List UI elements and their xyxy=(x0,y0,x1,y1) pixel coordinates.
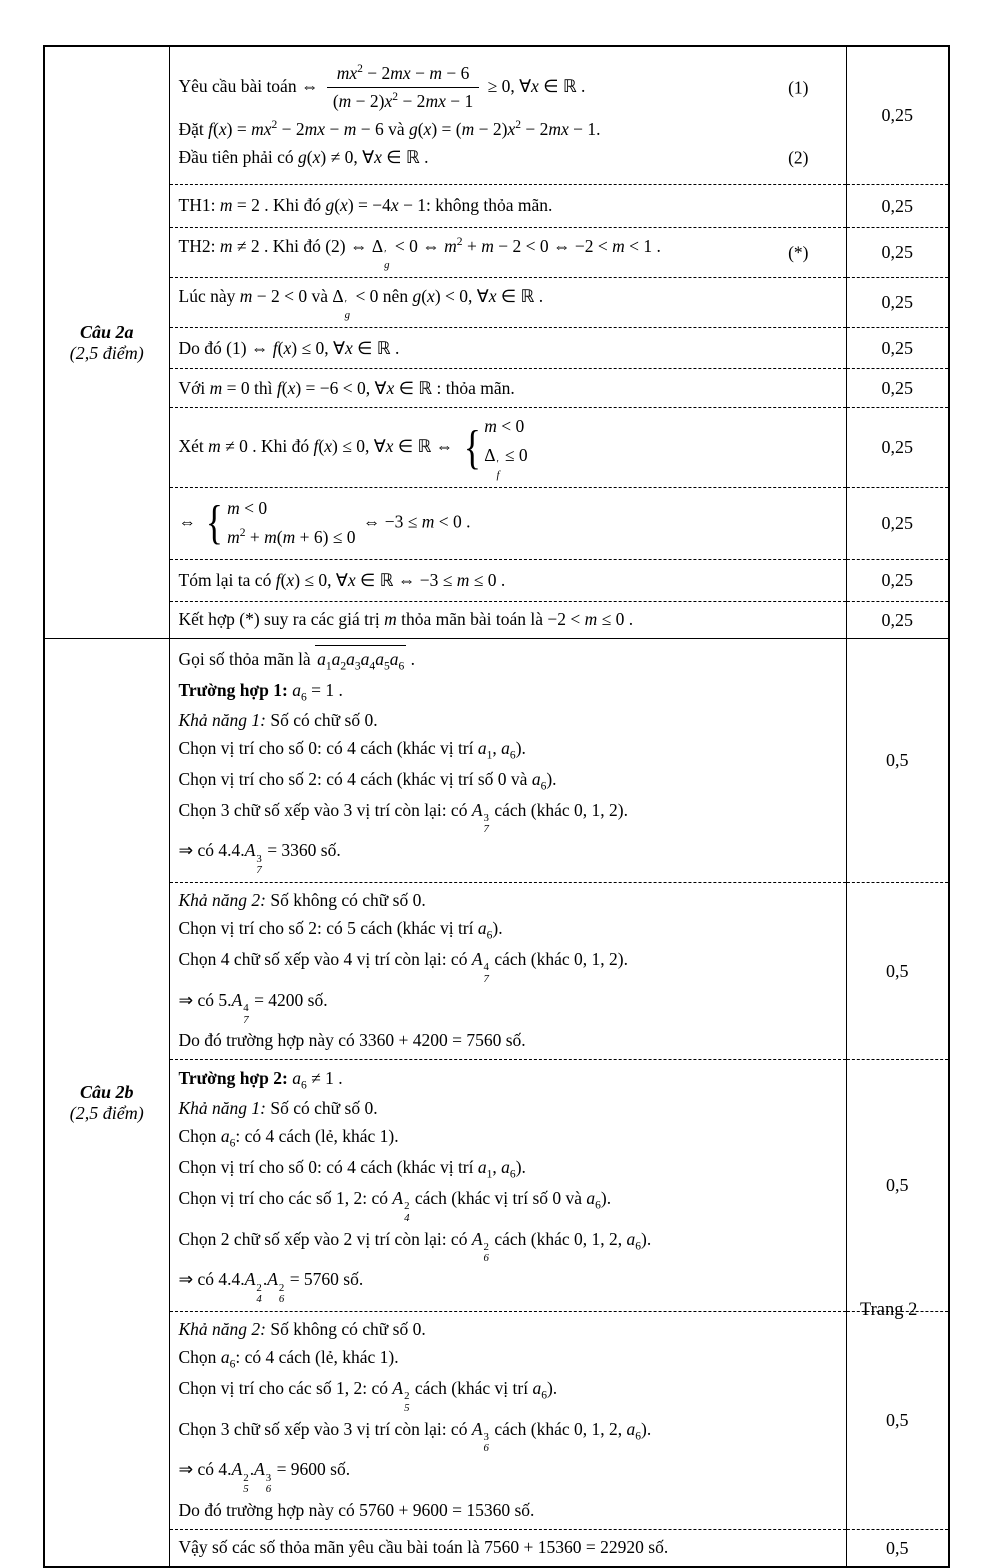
math-variable: mx xyxy=(251,119,272,139)
superscript: 2 xyxy=(456,235,463,248)
math-variable: m xyxy=(429,62,442,83)
math-variable: m xyxy=(227,498,240,519)
table-row xyxy=(44,1060,949,1312)
points-cell: 0,25 xyxy=(846,185,949,228)
math-variable: m xyxy=(282,527,296,548)
math-variable: a xyxy=(346,648,355,669)
math-variable: x xyxy=(312,146,321,167)
math-variable: g xyxy=(325,195,335,216)
math-variable: a xyxy=(292,679,301,700)
math-variable: x xyxy=(287,377,296,398)
text-line: Yêu cầu bài toán ⇔ $\frac{mx^2 - 2mx - m - 6}{(m - 2)x^2 - 2mx - 1}$ ≥ 0, ∀x ∈ ℝ . (1) xyxy=(179,61,837,115)
text-line: Chọn vị trí cho các số 1, 2: có A 2 4 cách (khác vị trí số 0 và $a_6$). xyxy=(178,1187,612,1224)
text-line: Chọn 3 chữ số xếp vào 3 vị trí còn lại: có A 3 6 cách (khác 0, 1, 2, $a_6$). xyxy=(178,1418,652,1455)
stack-subscript: f xyxy=(496,469,500,482)
system-line: Δ ′ f ≤ 0 xyxy=(484,445,528,482)
text-line: Lúc này m − 2 < 0 và Δ ′ g < 0 nên g(x) < 0, ∀x ∈ ℝ . xyxy=(178,285,544,322)
math-variable: a xyxy=(477,918,487,939)
stack-superscript: 2 xyxy=(243,1471,249,1484)
system-lines xyxy=(227,496,355,551)
text-line: ⇔ { m < 0 $m^2 + m(m + 6) \le 0$ ⇔ −3 ≤ m < 0 . xyxy=(178,497,471,550)
math-variable: x xyxy=(283,337,292,358)
solution-cell xyxy=(169,185,846,228)
subscript: 1 xyxy=(325,660,332,673)
math-variable: m xyxy=(584,609,598,630)
table-row xyxy=(44,328,949,369)
math-variable: A xyxy=(231,1459,243,1480)
superscript: 2 xyxy=(515,119,522,132)
subscript: 1 xyxy=(486,1168,493,1181)
system-line: m < 0 xyxy=(227,498,268,519)
math-variable: a xyxy=(477,1157,487,1178)
math-variable: a xyxy=(501,738,510,759)
superscript: 2 xyxy=(239,527,246,540)
math-variable: A xyxy=(244,840,256,861)
equation-tag: (*) xyxy=(788,241,809,262)
text-line: TH2: m ≠ 2 . Khi đó (2) ⇔ Δ ′ g < 0 ⇔ $m^2 + m - 2 < 0$ ⇔ −2 < m < 1 . (*) xyxy=(178,235,809,272)
subscript: 6 xyxy=(300,1079,307,1092)
points-cell: 0,25 xyxy=(846,46,949,185)
math-variable: A xyxy=(471,1228,483,1249)
text-line: ⇒ có 4.4.A 3 7 = 3360 số. xyxy=(178,840,341,877)
math-variable: m xyxy=(219,235,233,256)
math-variable: x xyxy=(385,435,394,456)
math-variable: mx xyxy=(390,62,411,83)
solution-cell xyxy=(169,487,846,559)
math-variable: a xyxy=(292,1067,301,1088)
section-label-title: Câu 2b xyxy=(79,1081,134,1102)
text-line: Xét m ≠ 0 . Khi đó f(x) ≤ 0, ∀x ∈ ℝ ⇔ { m < 0 Δ ′ f ≤ 0 xyxy=(178,415,528,482)
math-variable: m xyxy=(208,435,221,456)
system-line: m < 0 xyxy=(484,415,525,436)
math-variable: a xyxy=(531,768,541,789)
equation-system xyxy=(203,496,355,551)
fraction-numerator: $mx^2 - 2mx - m - 6$ xyxy=(327,61,479,88)
solution-cell xyxy=(169,369,846,408)
math-variable: mx xyxy=(304,119,326,139)
stack-subscript: 7 xyxy=(483,823,489,836)
italic-text: Khả năng 2: xyxy=(178,890,266,911)
math-variable: m xyxy=(209,377,223,398)
solution-cell xyxy=(169,46,846,185)
answer-table xyxy=(43,45,950,1568)
sup-sub-stack xyxy=(243,1003,248,1026)
subscript: 5 xyxy=(383,660,390,673)
math-variable: x xyxy=(427,285,435,306)
sup-sub-stack xyxy=(484,813,489,836)
math-variable: g xyxy=(412,285,422,306)
stack-subscript: g xyxy=(344,309,351,322)
bold-text: Trường hợp 2: xyxy=(178,1067,293,1088)
math-variable: A xyxy=(244,1269,256,1290)
stack-subscript: 6 xyxy=(483,1252,489,1265)
math-variable: a xyxy=(389,648,399,669)
math-variable: m xyxy=(456,569,470,590)
points-cell: 0,25 xyxy=(846,278,949,328)
math-variable: A xyxy=(471,1418,483,1439)
text-line: Khả năng 2: Số không có chữ số 0. xyxy=(178,890,426,911)
text-line: Kết hợp (*) suy ra các giá trị m thỏa mãn bài toán là −2 < m ≤ 0 . xyxy=(178,609,634,630)
math-variable: m xyxy=(264,527,277,548)
math-variable: g xyxy=(408,119,418,139)
solution-cell xyxy=(169,639,846,883)
stack-subscript: 7 xyxy=(256,864,262,877)
table-row xyxy=(44,487,949,559)
italic-text: Khả năng 2: xyxy=(178,1319,266,1340)
stack-subscript: 4 xyxy=(256,1292,262,1305)
subscript: 6 xyxy=(486,929,493,942)
subscript: 2 xyxy=(340,660,347,673)
subscript: 6 xyxy=(509,1168,516,1181)
math-variable: x xyxy=(286,569,295,590)
stack-superscript: 4 xyxy=(243,1002,249,1015)
stack-subscript: g xyxy=(384,259,390,272)
math-variable: A xyxy=(471,799,483,820)
section-label-points: (2,5 điểm) xyxy=(69,342,144,363)
solution-cell xyxy=(169,559,846,601)
equation-tag: (1) xyxy=(788,76,809,97)
math-variable: A xyxy=(392,1187,404,1208)
table-row xyxy=(44,46,949,185)
text-line: Đầu tiên phải có g(x) ≠ 0, ∀x ∈ ℝ . (2) xyxy=(179,145,837,170)
math-variable: mx xyxy=(425,91,446,112)
text-line: Đặt $f(x) = mx^2 - 2mx - m - 6$ và $g(x) = (m - 2)x^2 - 2mx - 1$. xyxy=(178,119,601,139)
superscript: 2 xyxy=(271,119,278,132)
math-variable: A xyxy=(254,1459,265,1480)
math-variable: x xyxy=(340,195,348,216)
stack-superscript: 2 xyxy=(483,1240,489,1253)
math-variable: m xyxy=(481,235,494,256)
math-variable: a xyxy=(220,1126,230,1147)
text-line: Chọn 4 chữ số xếp vào 4 vị trí còn lại: có A 4 7 cách (khác 0, 1, 2). xyxy=(178,949,628,985)
page-footer: Trang 2 xyxy=(860,1300,918,1320)
subscript: 3 xyxy=(354,660,361,673)
math-fraction xyxy=(327,61,479,115)
text-line: Với m = 0 thì f(x) = −6 < 0, ∀x ∈ ℝ : thỏa mãn. xyxy=(178,377,515,398)
text-line: Do đó (1) ⇔ f(x) ≤ 0, ∀x ∈ ℝ . xyxy=(178,337,400,358)
table-row xyxy=(44,408,949,488)
math-variable: m xyxy=(612,235,625,256)
stack-subscript: 5 xyxy=(404,1401,410,1414)
math-variable: A xyxy=(267,1269,278,1290)
math-variable: A xyxy=(231,989,243,1010)
math-variable: x xyxy=(531,75,539,96)
text-line: Tóm lại ta có f(x) ≤ 0, ∀x ∈ ℝ ⇔ −3 ≤ m ≤ 0 . xyxy=(178,569,506,590)
solution-cell xyxy=(169,1311,846,1529)
solution-cell xyxy=(169,882,846,1059)
table-row xyxy=(44,639,949,883)
subscript: 1 xyxy=(486,749,493,762)
stack-superscript: 2 xyxy=(404,1390,410,1403)
table-row xyxy=(44,559,949,601)
subscript: 6 xyxy=(541,1389,547,1402)
stack-subscript: 4 xyxy=(404,1211,410,1224)
math-variable: f xyxy=(275,569,281,590)
text-line: Chọn vị trí cho các số 1, 2: có A 2 5 cách (khác vị trí $a_6$). xyxy=(178,1377,558,1414)
section-label-points: (2,5 điểm) xyxy=(69,1102,144,1123)
overline-expression xyxy=(315,645,406,675)
sup-sub-stack xyxy=(497,459,500,482)
table-row xyxy=(44,601,949,638)
math-variable: m xyxy=(338,91,352,112)
math-variable: x xyxy=(488,285,497,306)
section-label-cell xyxy=(44,639,169,1567)
sup-sub-stack xyxy=(404,1391,409,1414)
text-line: Khả năng 2: Số không có chữ số 0. xyxy=(178,1319,426,1340)
text-line: Khả năng 1: Số có chữ số 0. xyxy=(178,710,378,731)
math-variable: A xyxy=(471,949,483,970)
solution-cell xyxy=(169,1060,846,1312)
stack-subscript: 6 xyxy=(278,1292,285,1305)
stack-superscript: 3 xyxy=(265,1471,272,1484)
math-variable: x xyxy=(390,195,399,216)
subscript: 6 xyxy=(540,780,547,793)
system-brace: { xyxy=(463,421,481,474)
math-variable: a xyxy=(532,1377,542,1398)
points-cell: 0,25 xyxy=(846,601,949,638)
math-variable: m xyxy=(421,511,435,532)
points-cell: 0,25 xyxy=(846,228,949,278)
text-line: Vậy số các số thỏa mãn yêu cầu bài toán là 7560 + 15360 = 22920 số. xyxy=(178,1537,669,1558)
text-line: Chọn 3 chữ số xếp vào 3 vị trí còn lại: có A 3 7 cách (khác 0, 1, 2). xyxy=(178,799,628,836)
math-variable: m xyxy=(384,609,397,630)
subscript: 6 xyxy=(635,1240,642,1252)
sup-sub-stack xyxy=(484,1242,489,1265)
stack-subscript: 7 xyxy=(243,1013,249,1026)
math-variable: x xyxy=(347,569,356,590)
math-variable: a xyxy=(375,648,384,669)
sup-sub-stack xyxy=(279,1283,284,1306)
text-line: Khả năng 1: Số có chữ số 0. xyxy=(178,1098,378,1119)
points-cell: 0,25 xyxy=(846,559,949,601)
equation-system xyxy=(461,414,528,482)
stack-subscript: 5 xyxy=(243,1483,249,1496)
table-row xyxy=(44,882,949,1059)
math-variable: m xyxy=(461,119,475,139)
math-variable: a xyxy=(626,1418,636,1439)
math-variable: mx xyxy=(548,119,569,139)
text-line: Trường hợp 1: $a_6 = 1$ . xyxy=(178,679,343,703)
stack-superscript: ′ xyxy=(496,457,499,470)
stack-superscript: ′ xyxy=(384,247,387,260)
math-variable: m xyxy=(219,195,233,216)
sup-sub-stack xyxy=(256,854,261,877)
text-line: Chọn vị trí cho số 2: có 4 cách (khác vị trí số 0 và $a_6$). xyxy=(178,768,557,793)
superscript: 2 xyxy=(392,91,399,104)
solution-cell xyxy=(169,228,846,278)
math-variable: f xyxy=(208,119,214,139)
subscript: 6 xyxy=(300,691,307,703)
subscript: 6 xyxy=(595,1199,601,1212)
math-variable: f xyxy=(272,337,278,358)
bold-text: Trường hợp 1: xyxy=(178,679,293,700)
italic-text: Khả năng 1: xyxy=(178,1098,266,1119)
solution-cell xyxy=(169,1529,846,1567)
text-line: Trường hợp 2: $a_6 \ne 1$ . xyxy=(178,1067,343,1092)
math-variable: a xyxy=(360,648,370,669)
section-label-cell xyxy=(44,46,169,639)
table-row xyxy=(44,278,949,328)
math-variable: x xyxy=(386,377,395,398)
sup-sub-stack xyxy=(243,1473,248,1496)
math-variable: x xyxy=(344,337,353,358)
solution-cell xyxy=(169,601,846,638)
math-variable: m xyxy=(227,527,240,548)
points-cell: 0,5 xyxy=(846,882,949,1059)
math-variable: m xyxy=(239,285,253,306)
stack-superscript: 2 xyxy=(278,1281,285,1294)
answer-table-body xyxy=(44,46,949,1567)
math-variable: x xyxy=(423,119,432,139)
stack-superscript: ′ xyxy=(344,298,348,311)
sup-sub-stack xyxy=(404,1201,409,1224)
math-variable: m xyxy=(484,415,497,436)
math-variable: A xyxy=(392,1377,404,1398)
sup-sub-stack xyxy=(345,299,350,322)
stack-superscript: 4 xyxy=(483,961,489,974)
stack-subscript: 7 xyxy=(483,972,489,985)
subscript: 6 xyxy=(635,1430,642,1443)
stack-subscript: 6 xyxy=(265,1483,272,1496)
stack-superscript: 2 xyxy=(256,1281,262,1294)
italic-text: Khả năng 1: xyxy=(178,710,266,731)
points-cell: 0,5 xyxy=(846,1529,949,1567)
table-row xyxy=(44,228,949,278)
table-row xyxy=(44,369,949,408)
stack-superscript: 3 xyxy=(483,1431,489,1444)
math-variable: m xyxy=(343,119,357,139)
math-variable: a xyxy=(331,648,341,669)
subscript: 6 xyxy=(398,660,405,673)
text-line: ⇒ có 5.A 4 7 = 4200 số. xyxy=(178,989,328,1026)
points-cell: 0,25 xyxy=(846,487,949,559)
text-line: Gọi số thỏa mãn là $a_1a_2a_3a_4a_5a_6$ . xyxy=(179,645,837,675)
stack-superscript: 3 xyxy=(483,812,489,824)
math-variable: a xyxy=(626,1228,636,1249)
table-row xyxy=(44,1529,949,1567)
math-variable: a xyxy=(477,738,487,759)
system-line: $m^2 + m(m + 6) \le 0$ xyxy=(227,527,356,548)
math-variable: f xyxy=(313,435,319,456)
points-cell: 0,5 xyxy=(846,1311,949,1529)
sup-sub-stack xyxy=(266,1473,271,1496)
math-variable: f xyxy=(276,377,282,398)
text-line: Chọn vị trí cho số 0: có 4 cách (khác vị trí $a_1$, $a_6$). xyxy=(178,738,526,762)
equation-tag: (2) xyxy=(788,146,809,167)
sup-sub-stack xyxy=(384,249,389,272)
math-variable: x xyxy=(324,435,333,456)
math-variable: a xyxy=(501,1157,510,1178)
text-line: Chọn vị trí cho số 0: có 4 cách (khác vị trí $a_1$, $a_6$). xyxy=(178,1157,526,1181)
points-cell: 0,25 xyxy=(846,328,949,369)
points-cell: 0,5 xyxy=(846,639,949,883)
math-variable: mx xyxy=(336,62,358,83)
system-brace: { xyxy=(206,497,224,550)
text-line: Do đó trường hợp này có 5760 + 9600 = 15360 số. xyxy=(178,1499,535,1520)
stack-subscript: 6 xyxy=(483,1442,489,1455)
math-variable: x xyxy=(218,119,227,139)
subscript: 6 xyxy=(229,1137,236,1150)
math-variable: a xyxy=(586,1187,596,1208)
math-variable: x xyxy=(384,91,393,112)
text-line: Chọn 2 chữ số xếp vào 2 vị trí còn lại: có A 2 6 cách (khác 0, 1, 2, $a_6$). xyxy=(178,1228,652,1265)
sup-sub-stack xyxy=(256,1283,261,1306)
fraction-denominator: $(m - 2)x^2 - 2mx - 1$ xyxy=(332,91,474,112)
math-variable: g xyxy=(298,146,307,167)
subscript: 6 xyxy=(229,1358,236,1371)
stack-superscript: 2 xyxy=(404,1200,410,1213)
solution-cell xyxy=(169,278,846,328)
table-row xyxy=(44,185,949,228)
math-variable: x xyxy=(507,119,516,139)
sup-sub-stack xyxy=(484,1432,489,1455)
superscript: 2 xyxy=(357,62,363,75)
text-line: Chọn vị trí cho số 2: có 5 cách (khác vị trí $a_6$). xyxy=(178,918,503,942)
math-variable: x xyxy=(374,146,382,167)
text-line: ⇒ có 4.A 2 5 .A 3 6 = 9600 số. xyxy=(178,1459,351,1496)
text-line: TH1: m = 2 . Khi đó g(x) = −4x − 1: không thỏa mãn. xyxy=(178,195,553,216)
table-row xyxy=(44,1311,949,1529)
solution-cell xyxy=(169,328,846,369)
math-variable: a xyxy=(317,648,326,669)
subscript: 6 xyxy=(509,749,516,762)
points-cell: 0,5 xyxy=(846,1060,949,1312)
sup-sub-stack xyxy=(484,962,489,985)
math-variable: m xyxy=(444,235,457,256)
text-line: Chọn $a_6$: có 4 cách (lẻ, khác 1). xyxy=(178,1347,399,1371)
math-variable: a xyxy=(220,1347,230,1368)
system-lines xyxy=(484,414,527,482)
points-cell: 0,25 xyxy=(846,369,949,408)
text-line: Do đó trường hợp này có 3360 + 4200 = 7560 số. xyxy=(178,1030,526,1051)
points-cell: 0,25 xyxy=(846,408,949,488)
text-line: Chọn $a_6$: có 4 cách (lẻ, khác 1). xyxy=(178,1126,399,1150)
section-label-title: Câu 2a xyxy=(79,321,134,342)
text-line: ⇒ có 4.4.A 2 4 .A 2 6 = 5760 số. xyxy=(178,1269,364,1305)
subscript: 4 xyxy=(369,660,376,673)
stack-superscript: 3 xyxy=(256,852,262,865)
solution-cell xyxy=(169,408,846,488)
